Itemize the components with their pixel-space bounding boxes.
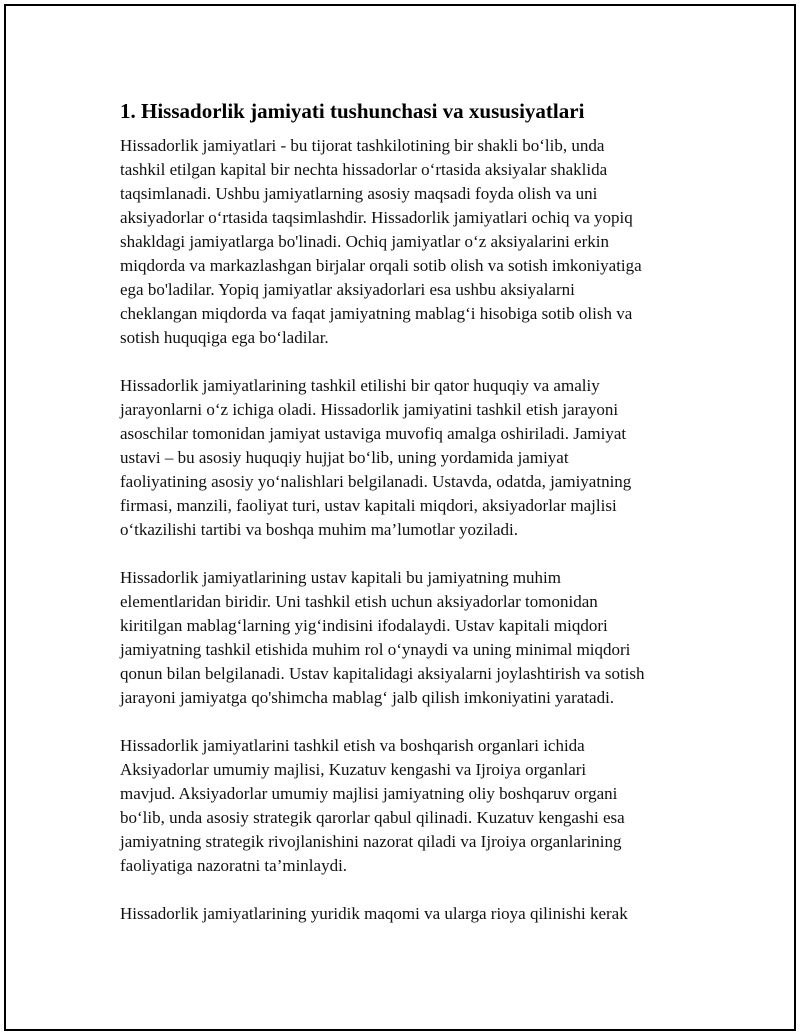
text-line: faoliyatining asosiy yo‘nalishlari belgilanadi. Ustavda, odatda, jamiyatning (120, 472, 632, 491)
text-line: asoschilar tomonidan jamiyat ustaviga muvofiq amalga oshiriladi. Jamiyat (120, 424, 627, 443)
text-line: sotish huquqiga ega bo‘ladilar. (120, 328, 329, 347)
page-frame (4, 4, 796, 1031)
paragraph-list (120, 134, 696, 926)
text-line: bo‘lib, unda asosiy strategik qarorlar qabul qilinadi. Kuzatuv kengashi esa (120, 808, 625, 827)
text-line: tashkil etilgan kapital bir nechta hissadorlar o‘rtasida aksiyalar shaklida (120, 160, 608, 179)
text-line: Hissadorlik jamiyatlarining ustav kapitali bu jamiyatning muhim (120, 568, 561, 587)
text-line: Hissadorlik jamiyatlari - bu tijorat tashkilotining bir shakli bo‘lib, unda (120, 136, 605, 155)
text-line: qonun bilan belgilanadi. Ustav kapitalidagi aksiyalarni joylashtirish va sotish (120, 664, 645, 683)
text-line: jarayoni jamiyatga qo'shimcha mablag‘ jalb qilish imkoniyatini yaratadi. (120, 688, 615, 707)
text-line: ustavi – bu asosiy huquqiy hujjat bo‘lib, uning yordamida jamiyat (120, 448, 569, 467)
text-line: faoliyatiga nazoratni ta’minlaydi. (120, 856, 348, 875)
text-line: aksiyadorlar o‘rtasida taqsimlashdir. Hissadorlik jamiyatlari ochiq va yopiq (120, 208, 633, 227)
document-body (120, 98, 696, 950)
text-line: mavjud. Aksiyadorlar umumiy majlisi jamiyatning oliy boshqaruv organi (120, 784, 618, 803)
text-line: ega bo'ladilar. Yopiq jamiyatlar aksiyadorlari esa ushbu aksiyalarni (120, 280, 575, 299)
text-line: shakldagi jamiyatlarga bo'linadi. Ochiq jamiyatlar o‘z aksiyalarini erkin (120, 232, 609, 251)
text-line: o‘tkazilishi tartibi va boshqa muhim ma’lumotlar yoziladi. (120, 520, 518, 539)
paragraph (120, 566, 696, 710)
paragraph (120, 134, 696, 350)
paragraph (120, 902, 696, 926)
text-line: kiritilgan mablag‘larning yig‘indisini ifodalaydi. Ustav kapitali miqdori (120, 616, 608, 635)
text-line: Hissadorlik jamiyatlarining tashkil etilishi bir qator huquqiy va amaliy (120, 376, 600, 395)
text-line: miqdorda va markazlashgan birjalar orqali sotib olish va sotish imkoniyatiga (120, 256, 642, 275)
text-line: jamiyatning tashkil etishida muhim rol o‘ynaydi va uning minimal miqdori (120, 640, 631, 659)
text-line: elementlaridan biridir. Uni tashkil etish uchun aksiyadorlar tomonidan (120, 592, 598, 611)
text-line: cheklangan miqdorda va faqat jamiyatning mablag‘i hisobiga sotib olish va (120, 304, 633, 323)
text-line: taqsimlanadi. Ushbu jamiyatlarning asosiy maqsadi foyda olish va uni (120, 184, 598, 203)
text-line: Hissadorlik jamiyatlarini tashkil etish va boshqarish organlari ichida (120, 736, 585, 755)
section-heading: 1. Hissadorlik jamiyati tushunchasi va xususiyatlari (120, 99, 585, 123)
paragraph (120, 734, 696, 878)
text-line: Hissadorlik jamiyatlarining yuridik maqomi va ularga rioya qilinishi kerak (120, 904, 628, 923)
text-line: Aksiyadorlar umumiy majlisi, Kuzatuv kengashi va Ijroiya organlari (120, 760, 587, 779)
text-line: firmasi, manzili, faoliyat turi, ustav kapitali miqdori, aksiyadorlar majlisi (120, 496, 617, 515)
text-line: jamiyatning strategik rivojlanishini nazorat qiladi va Ijroiya organlarining (120, 832, 622, 851)
paragraph (120, 374, 696, 542)
text-line: jarayonlarni o‘z ichiga oladi. Hissadorlik jamiyatini tashkil etish jarayoni (120, 400, 619, 419)
